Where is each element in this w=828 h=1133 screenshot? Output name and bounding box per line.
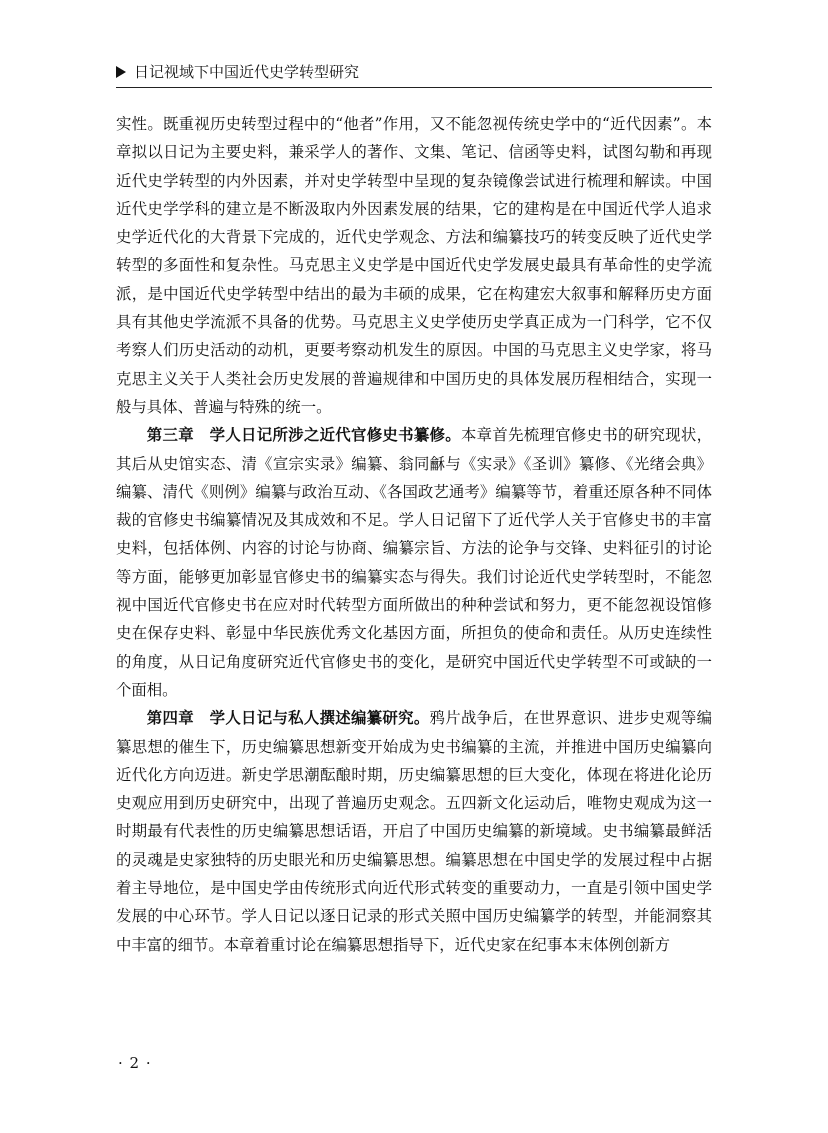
page-number: · 2 · (118, 1054, 152, 1072)
chapter-3-heading: 第三章 学人日记所涉之近代官修史书纂修。 (146, 426, 461, 445)
running-header-title: 日记视域下中国近代史学转型研究 (134, 63, 360, 81)
paragraph-text: 鸦片战争后，在世界意识、进步史观等编纂思想的催生下，历史编纂思想新变开始成为史书编纂的主流，并推进中国历史编纂向近代化方向迈进。新史学思潮酝酿时期，历史编纂思想的巨大变化，体现在将进化论历史观应用到历史研究中，出现了普遍历史观念。五四新文化运动后，唯物史观成为这一时期最有代表性的历史编纂思想话语，开启了中国历史编纂的新境域。史书编纂最鲜活的灵魂是史家独特的历史眼光和历史编纂思想。编纂思想在中国史学的发展过程中占据着主导地位，是中国史学由传统形式向近代形式转变的重要动力，一直是引领中国史学发展的中心环节。学人日记以逐日记录的形式关照中国历史编纂学的转型，并能洞察其中丰富的细节。本章着重讨论在编纂思想指导下，近代史家在纪事本末体例创新方 (116, 709, 712, 954)
paragraph-chapter-3 (116, 421, 712, 704)
running-header (116, 62, 712, 82)
header-divider (116, 87, 712, 88)
paragraph-text: 本章首先梳理官修史书的研究现状，其后从史馆实态、清《宣宗实录》编纂、翁同龢与《实录》《圣训》纂修、《光绪会典》编纂、清代《则例》编纂与政治互动、《各国政艺通考》编纂等节，着重还原各种不同体裁的官修史书编纂情况及其成效和不足。学人日记留下了近代学人关于官修史书的丰富史料，包括体例、内容的讨论与协商、编纂宗旨、方法的论争与交锋、史料征引的讨论等方面，能够更加彰显官修史书的编纂实态与得失。我们讨论近代史学转型时，不能忽视中国近代官修史书在应对时代转型方面所做出的种种尝试和努力，更不能忽视设馆修史在保存史料、彰显中华民族优秀文化基因方面，所担负的使命和责任。从历史连续性的角度，从日记角度研究近代官修史书的变化，是研究中国近代史学转型不可或缺的一个面相。 (116, 426, 712, 699)
paragraph-continuation (116, 110, 712, 421)
paragraph-chapter-4 (116, 704, 712, 959)
body-text (116, 110, 712, 959)
triangle-marker-icon (116, 66, 126, 78)
paragraph-text: 实性。既重视历史转型过程中的“他者”作用，又不能忽视传统史学中的“近代因素”。本章拟以日记为主要史料，兼采学人的著作、文集、笔记、信函等史料，试图勾勒和再现近代史学转型的内外因素，并对史学转型中呈现的复杂镜像尝试进行梳理和解读。中国近代史学学科的建立是不断汲取内外因素发展的结果，它的建构是在中国近代学人追求史学近代化的大背景下完成的，近代史学观念、方法和编纂技巧的转变反映了近代史学转型的多面性和复杂性。马克思主义史学是中国近代史学发展史最具有革命性的史学流派，是中国近代史学转型中结出的最为丰硕的成果，它在构建宏大叙事和解释历史方面具有其他史学流派不具备的优势。马克思主义史学使历史学真正成为一门科学，它不仅考察人们历史活动的动机，更要考察动机发生的原因。中国的马克思主义史学家，将马克思主义关于人类社会历史发展的普遍规律和中国历史的具体发展历程相结合，实现一般与具体、普遍与特殊的统一。 (116, 115, 712, 416)
chapter-4-heading: 第四章 学人日记与私人撰述编纂研究。 (146, 709, 430, 728)
